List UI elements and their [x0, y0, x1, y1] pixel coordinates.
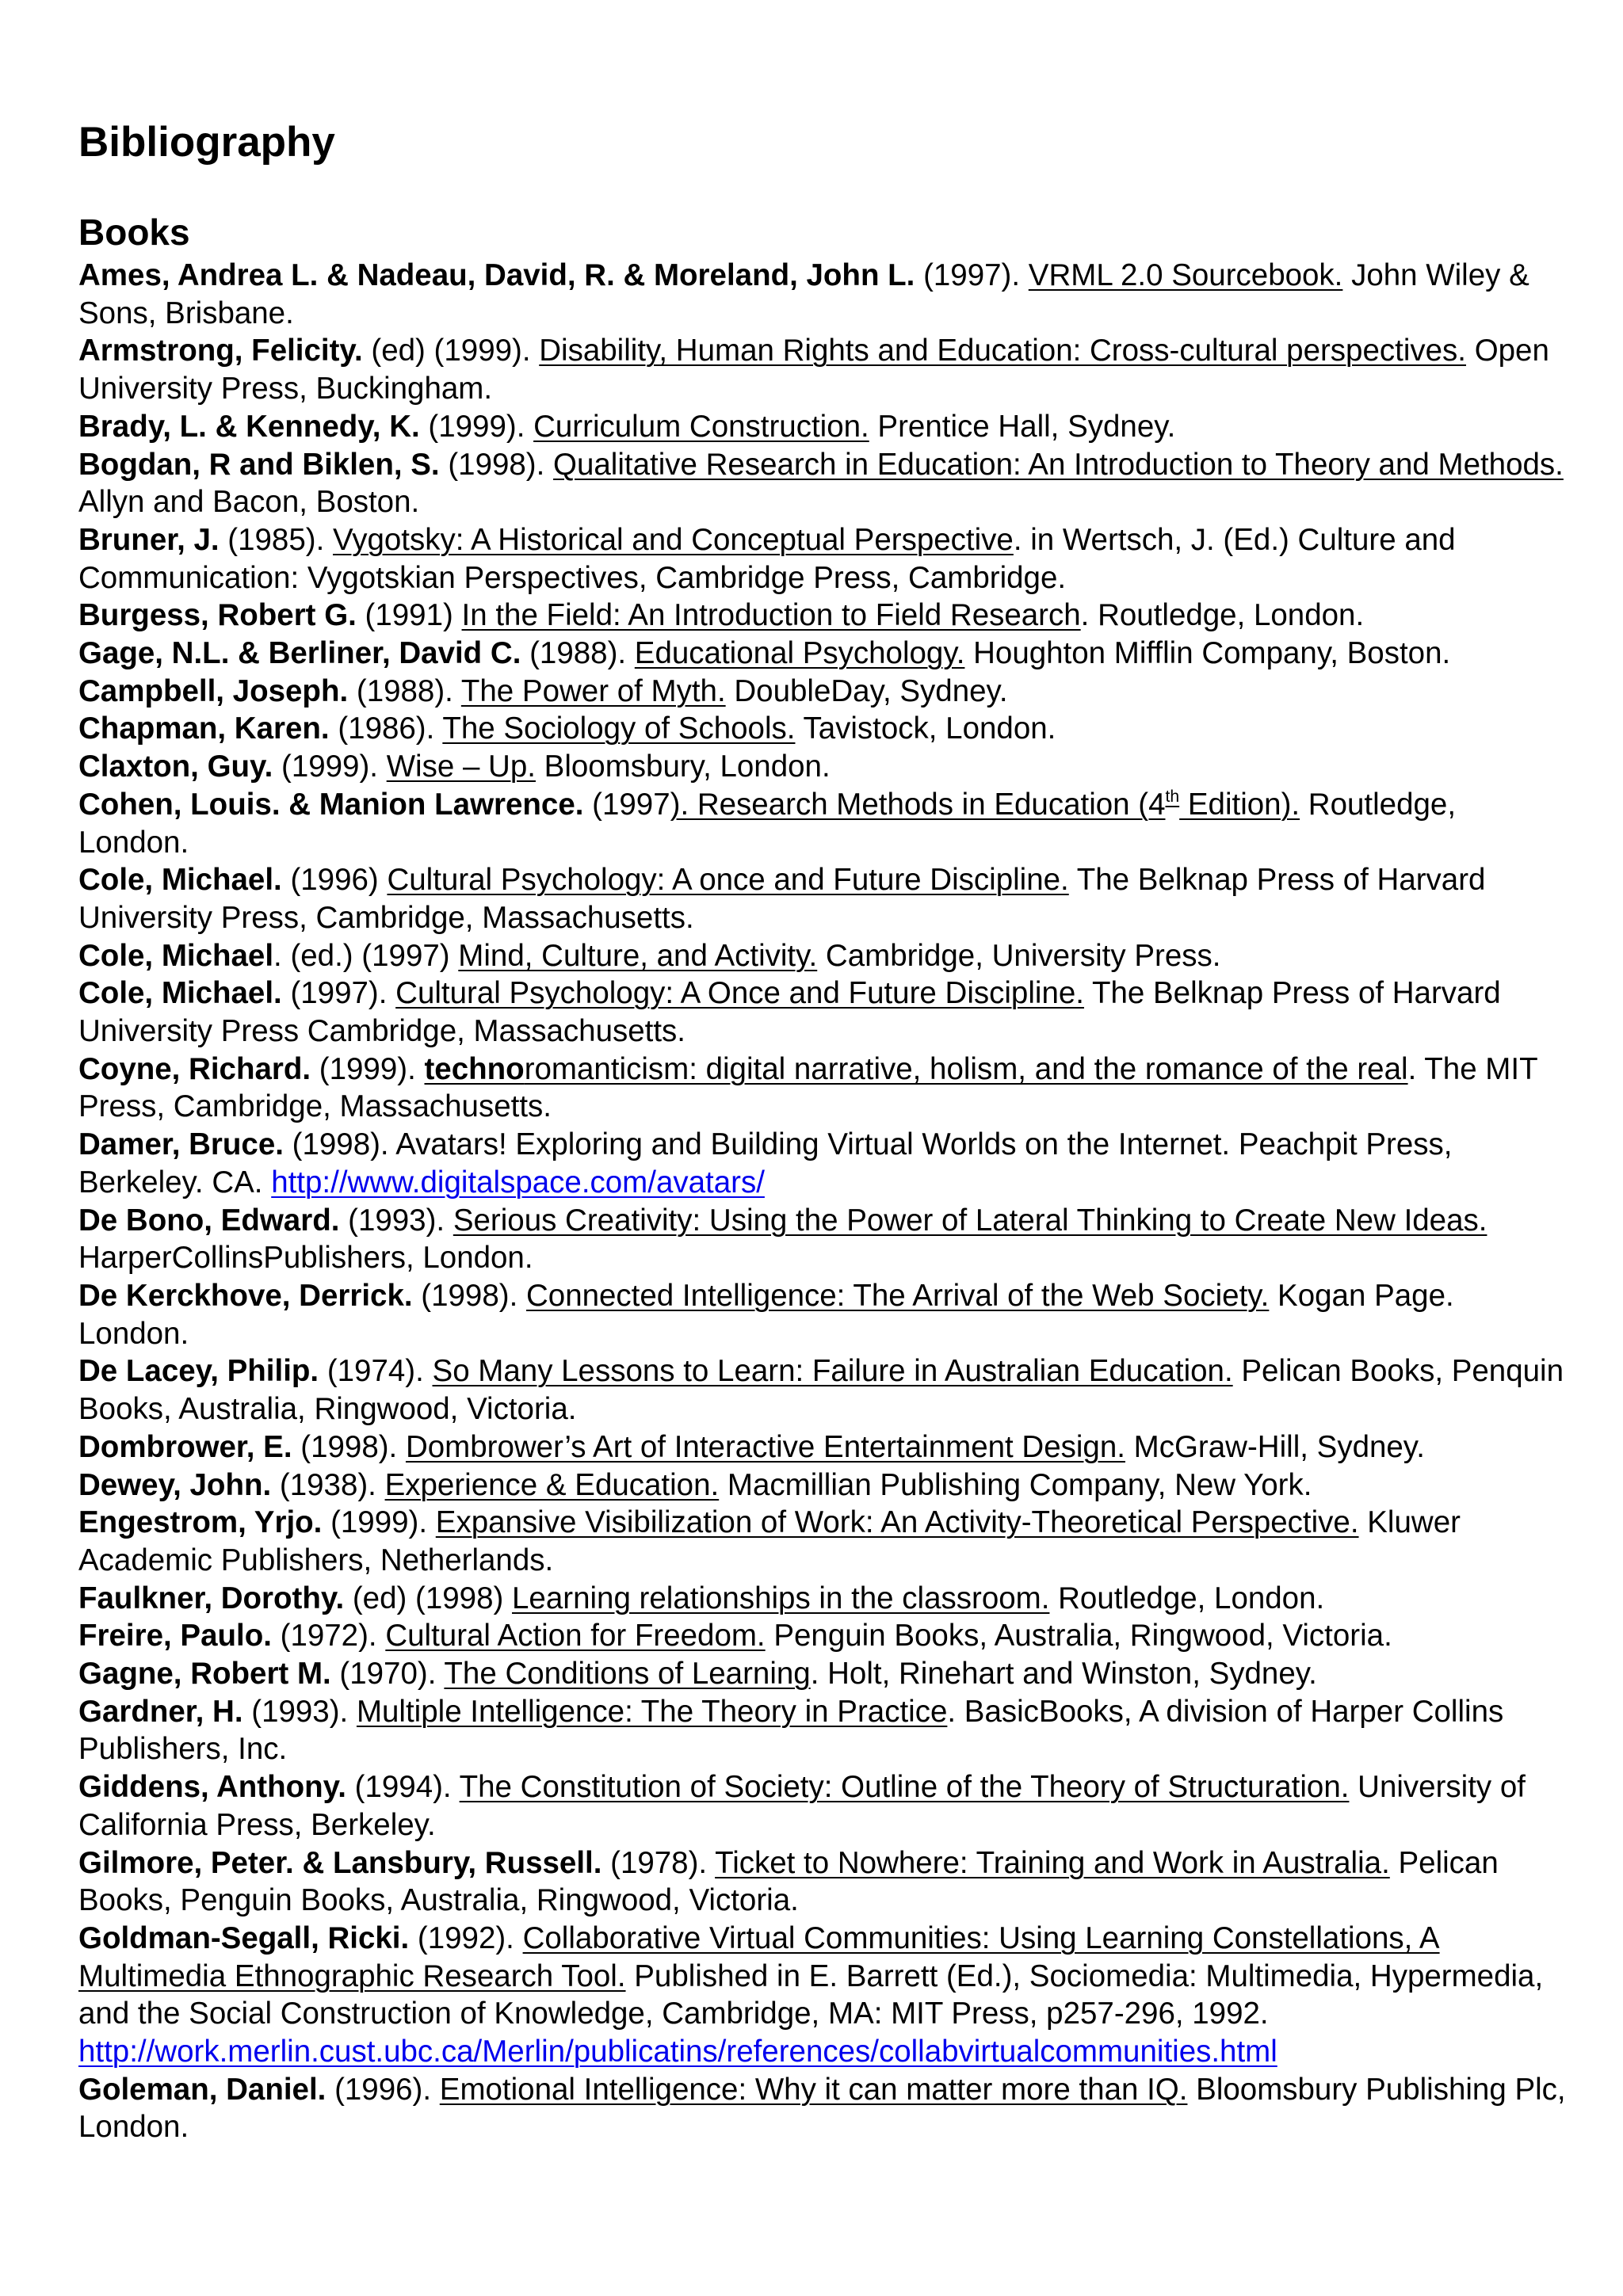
entry-year: (1993).	[339, 1203, 453, 1238]
entry-title: In the Field: An Introduction to Field Research	[461, 598, 1081, 633]
entry-author: Ames, Andrea L. & Nadeau, David, R. & Moreland, John L.	[78, 258, 915, 292]
bibliography-entry	[78, 1126, 1568, 1201]
entry-author: Bruner, J.	[78, 522, 220, 557]
entry-author: Dombrower, E.	[78, 1429, 292, 1464]
entry-author: Cole, Michael.	[78, 976, 282, 1011]
entry-year: (ed) (1999).	[362, 334, 540, 368]
entry-year: (1970).	[330, 1657, 445, 1691]
entry-publisher: John Wiley & Sons, Brisbane.	[78, 258, 1529, 330]
entry-title-superscript: th	[1165, 787, 1180, 806]
entry-link[interactable]: http://work.merlin.cust.ubc.ca/Merlin/publicatins/references/collabvirtualcommunities.html	[78, 2035, 1277, 2069]
bibliography-entry	[78, 710, 1568, 748]
entry-year: (1994).	[346, 1770, 460, 1805]
entry-title: Wise – Up.	[386, 749, 536, 784]
entry-publisher: Bloomsbury Publishing Plc, London.	[78, 2072, 1566, 2145]
entry-year: (1998).	[412, 1278, 526, 1313]
section-title-books: Books	[78, 212, 190, 253]
entry-year: (1985).	[219, 522, 333, 557]
bibliography-entry	[78, 1277, 1568, 1352]
entry-author: Gage, N.L. & Berliner, David C.	[78, 636, 521, 671]
entry-year: (1972).	[271, 1619, 386, 1653]
entry-author: Burgess, Robert G.	[78, 598, 357, 633]
entry-title: Serious Creativity: Using the Power of Lateral Thinking to Create New Ideas.	[453, 1203, 1487, 1238]
bibliography-entry	[78, 1768, 1568, 1844]
bibliography-entry	[78, 1051, 1568, 1126]
entry-publisher: Penguin Books, Australia, Ringwood, Victoria.	[765, 1619, 1392, 1653]
bibliography-entry	[78, 1920, 1568, 2071]
entry-author: Cohen, Louis. & Manion Lawrence.	[78, 787, 584, 822]
entry-title: Cultural Action for Freedom.	[385, 1619, 766, 1653]
entry-publisher: Kluwer Academic Publishers, Netherlands.	[78, 1505, 1461, 1577]
entry-year: (1991)	[356, 598, 462, 633]
entry-title: Qualitative Research in Education: An Introduction to Theory and Methods.	[553, 447, 1564, 482]
entry-title-continued: Edition).	[1179, 787, 1300, 822]
entry-title: ). Research Methods in Education (4	[670, 787, 1166, 822]
entry-year: (1997).	[281, 976, 396, 1011]
entry-year: (1986).	[329, 711, 443, 746]
entry-publisher: Pelican Books, Penquin Books, Australia, Ringwood, Victoria.	[78, 1354, 1564, 1427]
entry-author: Cole, Michael	[78, 938, 274, 973]
entry-publisher: University of California Press, Berkeley.	[78, 1770, 1526, 1842]
entry-publisher: Tavistock, London.	[795, 711, 1056, 746]
entry-title: Connected Intelligence: The Arrival of the Web Society.	[525, 1278, 1270, 1313]
entry-title: The Sociology of Schools.	[442, 711, 796, 746]
entry-link[interactable]: http://www.digitalspace.com/avatars/	[271, 1165, 765, 1199]
entry-author: Armstrong, Felicity.	[78, 334, 363, 368]
entry-publisher: Routledge, London.	[1049, 1581, 1325, 1615]
entry-publisher: . The MIT Press, Cambridge, Massachusetts.	[78, 1051, 1537, 1124]
entry-author: Gagne, Robert M.	[78, 1657, 331, 1691]
bibliography-entry	[78, 937, 1568, 975]
entry-publisher: . in Wertsch, J. (Ed.) Culture and Communication: Vygotskian Perspectives, Cambridge Press, Cambridge.	[78, 522, 1456, 595]
bibliography-entry	[78, 1352, 1568, 1428]
entry-publisher: Prentice Hall, Sydney.	[869, 409, 1176, 444]
entry-year: (1978).	[601, 1845, 716, 1880]
entry-author: Brady, L. & Kennedy, K.	[78, 409, 420, 444]
bibliography-entry	[78, 597, 1568, 635]
entry-year: (1993).	[242, 1694, 357, 1729]
entry-author: Goldman-Segall, Ricki.	[78, 1920, 410, 1955]
bibliography-entry	[78, 1428, 1568, 1466]
entry-title: Mind, Culture, and Activity.	[458, 938, 818, 973]
entry-publisher: DoubleDay, Sydney.	[725, 673, 1008, 708]
entry-author: Cole, Michael.	[78, 863, 282, 898]
entry-publisher: Published in E. Barrett (Ed.), Sociomedia: Multimedia, Hypermedia, and the Social Construction of Knowledge, Cambridge, MA: MIT Press, p257-296, 1992.	[78, 1958, 1544, 2031]
entry-title: Dombrower’s Art of Interactive Entertainment Design.	[405, 1429, 1125, 1464]
bibliography-list	[78, 257, 1568, 2146]
entry-publisher: . Routledge, London.	[1080, 598, 1365, 633]
entry-author: Freire, Paulo.	[78, 1619, 272, 1653]
entry-author: Dewey, John.	[78, 1467, 272, 1502]
entry-title: Experience & Education.	[384, 1467, 720, 1502]
entry-title: Expansive Visibilization of Work: An Activity-Theoretical Perspective.	[435, 1505, 1359, 1540]
entry-author: Damer, Bruce.	[78, 1127, 284, 1162]
entry-publisher: Bloomsbury, London.	[535, 749, 831, 784]
entry-author: Claxton, Guy.	[78, 749, 273, 784]
entry-publisher: The Belknap Press of Harvard University Press Cambridge, Massachusetts.	[78, 976, 1501, 1049]
bibliography-entry	[78, 1844, 1568, 1920]
entry-author: Goleman, Daniel.	[78, 2072, 327, 2107]
entry-year: . (ed.) (1997)	[273, 938, 459, 973]
entry-publisher: Kogan Page. London.	[78, 1278, 1454, 1351]
entry-year: (1999).	[322, 1505, 436, 1540]
entry-author: Giddens, Anthony.	[78, 1770, 346, 1805]
entry-author: Chapman, Karen.	[78, 711, 330, 746]
entry-publisher: Cambridge, University Press.	[817, 938, 1221, 973]
entry-title: The Power of Myth.	[460, 673, 726, 708]
entry-author: Engestrom, Yrjo.	[78, 1505, 323, 1540]
entry-author: Campbell, Joseph.	[78, 673, 349, 708]
entry-year: (1998).	[439, 447, 554, 482]
entry-title: Curriculum Construction.	[533, 409, 869, 444]
entry-year: (1998). Avatars! Exploring and Building Virtual Worlds on the Internet. Peachpit Press, Berkeley. CA.	[78, 1127, 1453, 1199]
entry-title-bold: techno	[424, 1051, 525, 1086]
bibliography-entry	[78, 332, 1568, 407]
bibliography-entry	[78, 1466, 1568, 1505]
bibliography-page	[78, 111, 1568, 2146]
entry-publisher: Allyn and Bacon, Boston.	[78, 485, 420, 520]
entry-year: (1988).	[348, 673, 461, 708]
entry-year: (1988).	[521, 636, 635, 671]
entry-year: (1996).	[326, 2072, 440, 2107]
entry-title: Ticket to Nowhere: Training and Work in Australia.	[715, 1845, 1390, 1880]
entry-publisher: Houghton Mifflin Company, Boston.	[964, 636, 1451, 671]
bibliography-entry	[78, 1655, 1568, 1693]
entry-author: Bogdan, R and Biklen, S.	[78, 447, 440, 482]
entry-publisher: . Holt, Rinehart and Winston, Sydney.	[810, 1657, 1317, 1691]
entry-title: The Conditions of Learning	[444, 1657, 811, 1691]
entry-title: Educational Psychology.	[634, 636, 965, 671]
entry-title: romanticism: digital narrative, holism, and the romance of the real	[524, 1051, 1408, 1086]
entry-title: VRML 2.0 Sourcebook.	[1028, 258, 1343, 292]
entry-publisher: Open University Press, Buckingham.	[78, 334, 1549, 406]
bibliography-entry	[78, 635, 1568, 673]
entry-title: Emotional Intelligence: Why it can matter more than IQ.	[439, 2072, 1188, 2107]
entry-year: (1938).	[271, 1467, 385, 1502]
entry-year: (1996)	[281, 863, 388, 898]
entry-year: (ed) (1998)	[344, 1581, 513, 1615]
entry-publisher: Macmillian Publishing Company, New York.	[719, 1467, 1312, 1502]
entry-title: Vygotsky: A Historical and Conceptual Perspective	[332, 522, 1014, 557]
entry-author: De Kerckhove, Derrick.	[78, 1278, 413, 1313]
entry-publisher: McGraw-Hill, Sydney.	[1125, 1429, 1425, 1464]
entry-author: Gilmore, Peter. & Lansbury, Russell.	[78, 1845, 602, 1880]
entry-title: Learning relationships in the classroom.	[512, 1581, 1050, 1615]
entry-year: (1999).	[419, 409, 534, 444]
bibliography-entry	[78, 2071, 1568, 2146]
bibliography-entry	[78, 861, 1568, 936]
bibliography-entry	[78, 974, 1568, 1050]
entry-title: Cultural Psychology: A Once and Future Discipline.	[395, 976, 1084, 1011]
bibliography-entry	[78, 786, 1568, 861]
bibliography-entry	[78, 408, 1568, 446]
entry-title: Disability, Human Rights and Education: Cross-cultural perspectives.	[539, 334, 1466, 368]
entry-publisher: HarperCollinsPublishers, London.	[78, 1241, 533, 1276]
entry-year: (1997	[583, 787, 670, 822]
entry-author: Faulkner, Dorothy.	[78, 1581, 345, 1615]
entry-publisher: . BasicBooks, A division of Harper Collins Publishers, Inc.	[78, 1694, 1504, 1767]
bibliography-entry	[78, 1504, 1568, 1579]
entry-publisher: The Belknap Press of Harvard University Press, Cambridge, Massachusetts.	[78, 863, 1486, 935]
entry-title: So Many Lessons to Learn: Failure in Australian Education.	[432, 1354, 1233, 1389]
bibliography-entry	[78, 1580, 1568, 1618]
entry-year: (1992).	[409, 1920, 523, 1955]
entry-author: Gardner, H.	[78, 1694, 243, 1729]
bibliography-entry	[78, 1693, 1568, 1768]
bibliography-entry	[78, 673, 1568, 711]
entry-title: Multiple Intelligence: The Theory in Practice	[356, 1694, 948, 1729]
bibliography-entry	[78, 257, 1568, 332]
entry-publisher: Pelican Books, Penguin Books, Australia, Ringwood, Victoria.	[78, 1845, 1499, 1918]
entry-author: Coyne, Richard.	[78, 1051, 311, 1086]
entry-year: (1999).	[273, 749, 387, 784]
entry-title: Cultural Psychology: A once and Future Discipline.	[387, 863, 1069, 898]
entry-author: De Lacey, Philip.	[78, 1354, 319, 1389]
entry-year: (1974).	[319, 1354, 433, 1389]
bibliography-entry	[78, 1617, 1568, 1655]
bibliography-entry	[78, 748, 1568, 786]
entry-publisher: Routledge, London.	[78, 787, 1457, 860]
entry-title: Collaborative Virtual Communities: Using Learning Constellations, A Multimedia Ethnographic Research Tool.	[78, 1920, 1440, 1993]
entry-year: (1999).	[311, 1051, 425, 1086]
bibliography-entry	[78, 1202, 1568, 1277]
bibliography-entry	[78, 446, 1568, 521]
page-title: Bibliography	[78, 119, 335, 166]
entry-year: (1997).	[915, 258, 1029, 292]
entry-year: (1998).	[292, 1429, 406, 1464]
entry-author: De Bono, Edward.	[78, 1203, 340, 1238]
bibliography-entry	[78, 521, 1568, 597]
entry-title: The Constitution of Society: Outline of the Theory of Structuration.	[459, 1770, 1350, 1805]
